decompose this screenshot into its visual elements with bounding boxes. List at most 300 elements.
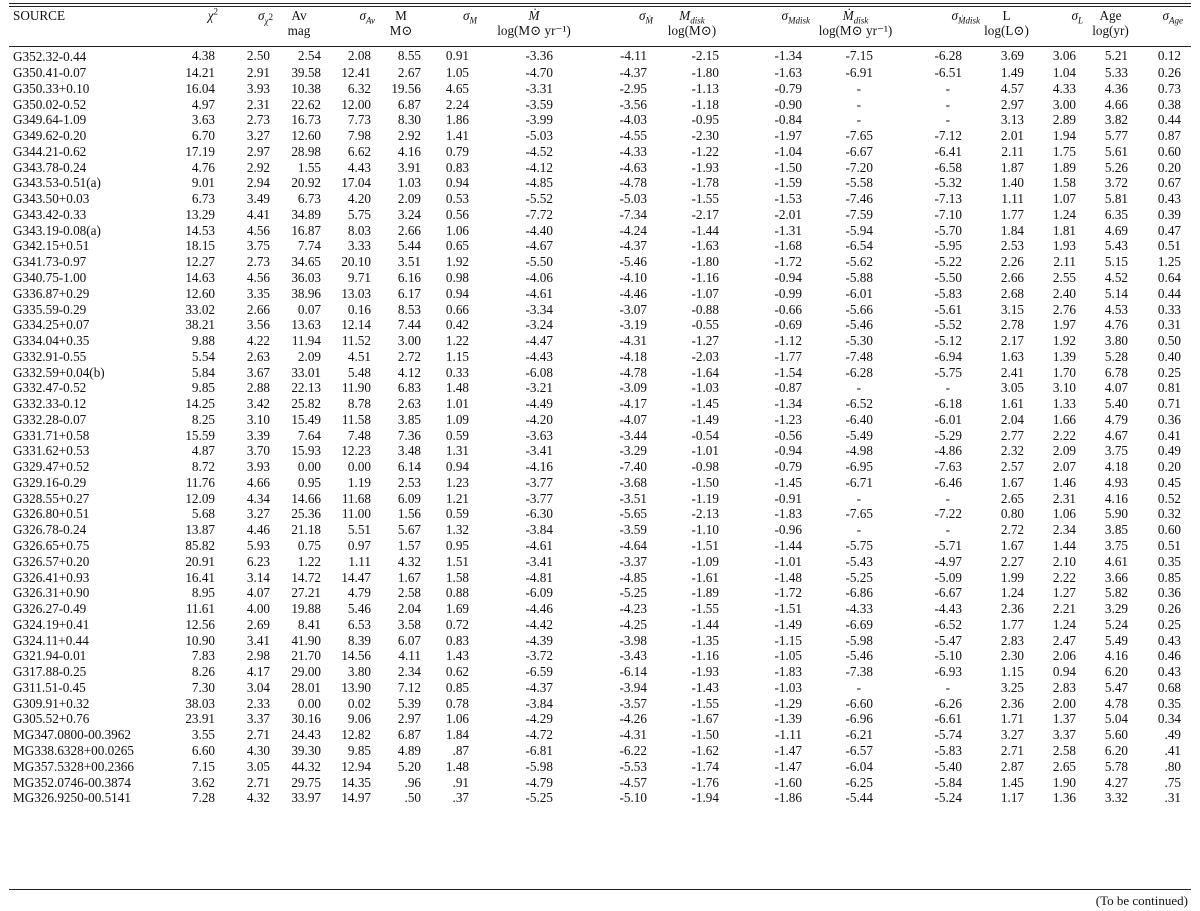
cell-av: 14.72 xyxy=(291,569,321,585)
cell-luminosity: 2.17 xyxy=(1000,333,1024,349)
cell-source: G350.02-0.52 xyxy=(13,96,87,112)
cell-chi2: 12.27 xyxy=(185,254,215,270)
cell-sigma-mass: 0.53 xyxy=(445,191,469,207)
cell-mass: 1.03 xyxy=(397,175,421,191)
cell-sigma-age: 0.43 xyxy=(1157,664,1181,680)
cell-mdot: -4.47 xyxy=(525,333,553,349)
cell-sigma-av: 1.19 xyxy=(347,474,371,490)
cell-sigma-mass: 0.33 xyxy=(445,364,469,380)
cell-source: G329.47+0.52 xyxy=(13,459,90,475)
cell-mdot-disk: -5.44 xyxy=(845,790,873,806)
cell-sigma-mass: 0.62 xyxy=(445,664,469,680)
cell-av: 27.21 xyxy=(291,585,321,601)
cell-mass: 6.83 xyxy=(397,380,421,396)
cell-mdisk: -1.18 xyxy=(691,96,719,112)
col-header-sigma-mdot-disk: $\sigma_{Ṁdisk}$ xyxy=(951,8,980,26)
cell-sigma-av: 1.11 xyxy=(348,553,371,569)
cell-mdisk: -1.89 xyxy=(691,585,719,601)
cell-sigma-age: 0.44 xyxy=(1157,112,1181,128)
cell-sigma-mdisk: -1.50 xyxy=(774,159,802,175)
cell-chi2: 33.02 xyxy=(185,301,215,317)
table-row xyxy=(9,47,1191,65)
table-row xyxy=(9,144,1191,160)
cell-av: 25.82 xyxy=(291,396,321,412)
cell-luminosity: 1.24 xyxy=(1000,585,1024,601)
cell-source: G352.32-0.44 xyxy=(13,49,87,65)
cell-sigma-age: 0.36 xyxy=(1157,411,1181,427)
cell-mdot-disk: -5.98 xyxy=(845,632,873,648)
cell-sigma-mdot: -4.07 xyxy=(619,411,647,427)
cell-source: G309.91+0.32 xyxy=(13,695,90,711)
cell-sigma-mdisk: -0.99 xyxy=(774,285,802,301)
cell-mdot: -4.46 xyxy=(525,601,553,617)
cell-age: 6.78 xyxy=(1104,364,1128,380)
cell-luminosity: 3.25 xyxy=(1000,679,1024,695)
cell-sigma-av: 8.39 xyxy=(347,632,371,648)
table-row xyxy=(9,207,1191,223)
cell-sigma-chi2: 4.00 xyxy=(246,601,270,617)
cell-sigma-mdot: -3.51 xyxy=(619,490,647,506)
table-row xyxy=(9,727,1191,743)
cell-mdisk: -1.51 xyxy=(691,538,719,554)
cell-sigma-chi2: 2.73 xyxy=(246,112,270,128)
cell-sigma-age: 0.26 xyxy=(1157,65,1181,81)
cell-sigma-mdot-disk: -7.22 xyxy=(934,506,962,522)
cell-sigma-mdisk: -0.94 xyxy=(774,270,802,285)
cell-mdot: -5.03 xyxy=(525,128,553,144)
cell-sigma-luminosity: 4.33 xyxy=(1052,80,1076,96)
cell-sigma-luminosity: 2.07 xyxy=(1052,459,1076,475)
cell-sigma-luminosity: 1.81 xyxy=(1052,222,1076,238)
col-header-mdot: Ṁ log(M⊙ yr⁻¹) xyxy=(497,8,571,38)
cell-chi2: 6.70 xyxy=(191,128,215,144)
cell-sigma-mdisk: -1.83 xyxy=(774,664,802,680)
cell-sigma-age: 0.51 xyxy=(1157,538,1181,554)
cell-sigma-age: 0.35 xyxy=(1157,695,1181,711)
cell-age: 4.16 xyxy=(1104,648,1128,664)
table-row xyxy=(9,364,1191,380)
cell-source: G326.65+0.75 xyxy=(13,538,90,554)
cell-sigma-mdot-disk: -6.26 xyxy=(934,695,962,711)
cell-sigma-luminosity: 2.34 xyxy=(1052,522,1076,538)
cell-source: MG326.9250-00.5141 xyxy=(13,790,131,806)
cell-chi2: 7.15 xyxy=(191,758,215,774)
cell-sigma-av: 0.97 xyxy=(347,538,371,554)
cell-mdot-disk: -6.21 xyxy=(845,727,873,743)
cell-luminosity: 1.99 xyxy=(1000,569,1024,585)
cell-luminosity: 1.61 xyxy=(1000,396,1024,412)
cell-mass: 2.34 xyxy=(397,664,421,680)
table-row xyxy=(9,412,1191,428)
cell-av: 44.32 xyxy=(291,758,321,774)
cell-mdot: -4.61 xyxy=(525,538,553,554)
cell-mdot: -7.72 xyxy=(525,206,553,222)
cell-mdot-disk: -7.20 xyxy=(845,159,873,175)
cell-sigma-age: 0.32 xyxy=(1157,506,1181,522)
cell-sigma-av: 6.32 xyxy=(347,80,371,96)
cell-sigma-mdot: -4.24 xyxy=(619,222,647,238)
cell-sigma-chi2: 5.93 xyxy=(246,538,270,554)
cell-source: G331.71+0.58 xyxy=(13,427,90,443)
cell-mass: 6.09 xyxy=(397,490,421,506)
cell-mass: 2.67 xyxy=(397,65,421,81)
cell-sigma-mass: 1.51 xyxy=(445,553,469,569)
cell-sigma-mass: 1.92 xyxy=(445,254,469,270)
cell-sigma-luminosity: 3.10 xyxy=(1052,380,1076,396)
cell-mdot-disk: - xyxy=(856,380,861,396)
cell-av: 41.90 xyxy=(291,632,321,648)
cell-luminosity: 2.36 xyxy=(1000,601,1024,617)
cell-sigma-luminosity: 2.22 xyxy=(1052,569,1076,585)
cell-age: 5.81 xyxy=(1104,191,1128,207)
cell-mass: 3.48 xyxy=(397,443,421,459)
cell-mdisk: -0.55 xyxy=(691,317,719,333)
cell-age: 4.18 xyxy=(1104,459,1128,475)
cell-age: 4.93 xyxy=(1104,474,1128,490)
cell-av: 2.09 xyxy=(297,348,321,364)
cell-age: 5.26 xyxy=(1104,159,1128,175)
cell-sigma-luminosity: 1.07 xyxy=(1052,191,1076,207)
cell-mass: 2.09 xyxy=(397,191,421,207)
cell-sigma-av: 12.14 xyxy=(341,317,371,333)
cell-mdisk: -1.27 xyxy=(691,333,719,349)
cell-mdot: -6.08 xyxy=(525,364,553,380)
cell-mass: 5.39 xyxy=(397,695,421,711)
table-row xyxy=(9,333,1191,349)
cell-chi2: 12.09 xyxy=(185,490,215,506)
cell-mdot-disk: - xyxy=(856,96,861,112)
table-row xyxy=(9,317,1191,333)
cell-av: 36.03 xyxy=(291,270,321,285)
cell-sigma-mass: 0.85 xyxy=(445,679,469,695)
cell-chi2: 8.25 xyxy=(191,411,215,427)
cell-age: 5.60 xyxy=(1104,727,1128,743)
cell-sigma-age: .75 xyxy=(1164,774,1181,790)
cell-luminosity: 2.83 xyxy=(1000,632,1024,648)
table-row xyxy=(9,159,1191,175)
cell-sigma-age: 0.20 xyxy=(1157,459,1181,475)
cell-av: 7.74 xyxy=(297,238,321,254)
cell-sigma-luminosity: 3.00 xyxy=(1052,96,1076,112)
col-header-mdot-disk: Ṁ$_{disk}$ log(M⊙ yr⁻¹) xyxy=(818,8,893,38)
cell-mass: 7.44 xyxy=(397,317,421,333)
cell-source: G350.41-0.07 xyxy=(13,65,87,81)
cell-sigma-mdot-disk: -5.61 xyxy=(934,301,962,317)
cell-sigma-chi2: 2.97 xyxy=(246,143,270,159)
cell-chi2: 6.60 xyxy=(191,742,215,758)
cell-mdot: -4.37 xyxy=(525,679,553,695)
cell-sigma-age: 0.67 xyxy=(1157,175,1181,191)
cell-source: G326.31+0.90 xyxy=(13,585,90,601)
table-row xyxy=(9,695,1191,711)
cell-age: 4.76 xyxy=(1104,317,1128,333)
cell-av: 0.00 xyxy=(297,459,321,475)
cell-sigma-mdot: -3.57 xyxy=(619,695,647,711)
cell-sigma-chi2: 2.88 xyxy=(246,380,270,396)
cell-sigma-mdisk: -2.01 xyxy=(774,206,802,222)
cell-age: 6.20 xyxy=(1104,742,1128,758)
cell-chi2: 11.76 xyxy=(185,474,215,490)
cell-mdisk: -2.15 xyxy=(691,48,719,64)
cell-age: 5.15 xyxy=(1104,254,1128,270)
cell-sigma-mdot-disk: -5.09 xyxy=(934,569,962,585)
cell-sigma-mdot-disk: -7.12 xyxy=(934,128,962,144)
cell-sigma-mdot-disk: -5.29 xyxy=(934,427,962,443)
col-header-sigma-age: $\sigma_{Age}$ xyxy=(1162,8,1183,26)
cell-mdot-disk: -6.28 xyxy=(845,364,873,380)
cell-mdot-disk: -6.04 xyxy=(845,758,873,774)
cell-sigma-av: 13.90 xyxy=(341,679,371,695)
table-row xyxy=(9,601,1191,617)
cell-sigma-av: 6.53 xyxy=(347,616,371,632)
cell-mdot-disk: -7.48 xyxy=(845,348,873,364)
cell-sigma-mdot-disk: -5.70 xyxy=(934,222,962,238)
cell-sigma-age: 0.73 xyxy=(1157,80,1181,96)
cell-sigma-av: 8.03 xyxy=(347,222,371,238)
cell-sigma-age: 0.64 xyxy=(1157,270,1181,285)
cell-sigma-chi2: 3.27 xyxy=(246,506,270,522)
cell-sigma-chi2: 2.92 xyxy=(246,159,270,175)
cell-mass: 1.67 xyxy=(397,569,421,585)
cell-luminosity: 2.71 xyxy=(1000,742,1024,758)
cell-mass: 4.16 xyxy=(397,143,421,159)
cell-mdisk: -1.45 xyxy=(691,396,719,412)
cell-mdisk: -1.10 xyxy=(691,522,719,538)
cell-sigma-mdot: -5.65 xyxy=(619,506,647,522)
cell-mdot-disk: -5.58 xyxy=(845,175,873,191)
cell-sigma-av: 7.48 xyxy=(347,427,371,443)
cell-sigma-mass: 0.56 xyxy=(445,206,469,222)
cell-chi2: 6.73 xyxy=(191,191,215,207)
cell-luminosity: 1.45 xyxy=(1000,774,1024,790)
cell-sigma-mass: 1.23 xyxy=(445,474,469,490)
cell-age: 5.24 xyxy=(1104,616,1128,632)
col-header-mass: M M⊙ xyxy=(389,8,413,38)
cell-mdisk: -1.43 xyxy=(691,679,719,695)
cell-sigma-luminosity: 1.33 xyxy=(1052,396,1076,412)
cell-source: G326.57+0.20 xyxy=(13,553,90,569)
cell-sigma-mdot-disk: -6.41 xyxy=(934,143,962,159)
table-header-row xyxy=(9,7,1191,47)
cell-chi2: 12.60 xyxy=(185,285,215,301)
cell-mass: 2.04 xyxy=(397,601,421,617)
cell-source: G342.15+0.51 xyxy=(13,238,90,254)
cell-sigma-mass: 0.78 xyxy=(445,695,469,711)
cell-mdisk: -2.30 xyxy=(691,128,719,144)
table-row xyxy=(9,490,1191,506)
cell-mass: 4.11 xyxy=(398,648,421,664)
cell-av: 20.92 xyxy=(291,175,321,191)
cell-chi2: 3.55 xyxy=(191,727,215,743)
cell-sigma-mdot: -4.10 xyxy=(619,270,647,285)
cell-sigma-age: 0.87 xyxy=(1157,128,1181,144)
cell-sigma-mdisk: -1.12 xyxy=(774,333,802,349)
cell-sigma-luminosity: 2.40 xyxy=(1052,285,1076,301)
cell-sigma-luminosity: 2.00 xyxy=(1052,695,1076,711)
cell-mdot-disk: - xyxy=(856,522,861,538)
cell-luminosity: 1.17 xyxy=(1000,790,1024,806)
cell-mdot: -3.59 xyxy=(525,96,553,112)
table-row xyxy=(9,459,1191,475)
cell-sigma-age: 0.46 xyxy=(1157,648,1181,664)
cell-sigma-mass: 1.01 xyxy=(445,396,469,412)
cell-mass: 6.16 xyxy=(397,270,421,285)
cell-sigma-mass: 1.58 xyxy=(445,569,469,585)
cell-sigma-mass: 1.32 xyxy=(445,522,469,538)
cell-source: G305.52+0.76 xyxy=(13,711,90,727)
cell-mdot-disk: - xyxy=(856,112,861,128)
cell-sigma-av: 11.68 xyxy=(341,490,371,506)
cell-sigma-av: 3.33 xyxy=(347,238,371,254)
cell-av: 28.01 xyxy=(291,679,321,695)
cell-mass: 2.66 xyxy=(397,222,421,238)
cell-sigma-mdisk: -1.34 xyxy=(774,396,802,412)
cell-sigma-chi2: 3.04 xyxy=(246,679,270,695)
cell-sigma-mdisk: -0.94 xyxy=(774,443,802,459)
cell-luminosity: 1.67 xyxy=(1000,538,1024,554)
cell-chi2: 14.21 xyxy=(185,65,215,81)
cell-mdot: -4.81 xyxy=(525,569,553,585)
cell-sigma-mass: 1.84 xyxy=(445,727,469,743)
cell-sigma-av: 0.16 xyxy=(347,301,371,317)
cell-sigma-mdot: -4.85 xyxy=(619,569,647,585)
cell-sigma-mdot-disk: -5.12 xyxy=(934,333,962,349)
cell-av: 21.18 xyxy=(291,522,321,538)
cell-sigma-luminosity: 1.93 xyxy=(1052,238,1076,254)
cell-sigma-mdot: -4.37 xyxy=(619,238,647,254)
cell-sigma-chi2: 4.41 xyxy=(246,206,270,222)
cell-sigma-mdot-disk: -5.84 xyxy=(934,774,962,790)
cell-source: G343.19-0.08(a) xyxy=(13,222,101,238)
cell-age: 3.66 xyxy=(1104,569,1128,585)
cell-mdot: -4.52 xyxy=(525,143,553,159)
cell-sigma-mdot-disk: -5.52 xyxy=(934,317,962,333)
cell-av: 0.07 xyxy=(297,301,321,317)
cell-mdisk: -1.19 xyxy=(691,490,719,506)
cell-av: 0.75 xyxy=(297,538,321,554)
cell-sigma-mdot-disk: -6.28 xyxy=(934,48,962,64)
cell-chi2: 18.15 xyxy=(185,238,215,254)
cell-sigma-mdot-disk: -4.86 xyxy=(934,443,962,459)
cell-age: 5.90 xyxy=(1104,506,1128,522)
cell-sigma-av: 11.52 xyxy=(341,333,371,349)
cell-sigma-mdot-disk: -6.94 xyxy=(934,348,962,364)
cell-av: 10.38 xyxy=(291,80,321,96)
cell-sigma-av: 12.41 xyxy=(341,65,371,81)
cell-luminosity: 1.40 xyxy=(1000,175,1024,191)
cell-source: G332.91-0.55 xyxy=(13,348,87,364)
cell-sigma-luminosity: 1.44 xyxy=(1052,538,1076,554)
cell-sigma-mdisk: -1.45 xyxy=(774,474,802,490)
cell-age: 4.69 xyxy=(1104,222,1128,238)
cell-chi2: 5.68 xyxy=(191,506,215,522)
cell-sigma-av: 5.46 xyxy=(347,601,371,617)
cell-sigma-mdisk: -1.04 xyxy=(774,143,802,159)
cell-av: 22.62 xyxy=(291,96,321,112)
cell-sigma-mdot-disk: -5.24 xyxy=(934,790,962,806)
cell-chi2: 14.25 xyxy=(185,396,215,412)
cell-sigma-mass: 1.48 xyxy=(445,380,469,396)
cell-sigma-chi2: 2.71 xyxy=(246,727,270,743)
cell-sigma-mass: 1.15 xyxy=(445,348,469,364)
cell-sigma-age: 0.50 xyxy=(1157,333,1181,349)
cell-sigma-age: .49 xyxy=(1164,727,1181,743)
cell-luminosity: 2.26 xyxy=(1000,254,1024,270)
cell-mdisk: -0.98 xyxy=(691,459,719,475)
cell-av: 39.58 xyxy=(291,65,321,81)
cell-sigma-age: 0.12 xyxy=(1157,48,1181,64)
cell-chi2: 9.01 xyxy=(191,175,215,191)
table-row xyxy=(9,711,1191,727)
cell-sigma-age: 0.52 xyxy=(1157,490,1181,506)
cell-mdisk: -1.80 xyxy=(691,254,719,270)
cell-sigma-mass: 1.06 xyxy=(445,711,469,727)
cell-sigma-mdot: -5.03 xyxy=(619,191,647,207)
cell-mdot: -4.29 xyxy=(525,711,553,727)
cell-luminosity: 2.87 xyxy=(1000,758,1024,774)
cell-sigma-mdisk: -1.83 xyxy=(774,506,802,522)
cell-sigma-mdisk: -1.54 xyxy=(774,364,802,380)
cell-sigma-age: .31 xyxy=(1164,790,1181,806)
cell-age: 4.66 xyxy=(1104,96,1128,112)
cell-mdot-disk: -4.33 xyxy=(845,601,873,617)
cell-source: G349.62-0.20 xyxy=(13,128,87,144)
cell-luminosity: 4.57 xyxy=(1000,80,1024,96)
cell-sigma-luminosity: 2.55 xyxy=(1052,270,1076,285)
cell-mdot: -4.40 xyxy=(525,222,553,238)
cell-mass: .96 xyxy=(404,774,421,790)
cell-mdot: -4.79 xyxy=(525,774,553,790)
cell-luminosity: 1.71 xyxy=(1000,711,1024,727)
cell-mdot: -4.42 xyxy=(525,616,553,632)
cell-source: G335.59-0.29 xyxy=(13,301,87,317)
cell-sigma-mdisk: -1.48 xyxy=(774,569,802,585)
cell-av: 8.41 xyxy=(297,616,321,632)
cell-mass: 6.07 xyxy=(397,632,421,648)
cell-mass: 1.56 xyxy=(397,506,421,522)
cell-av: 29.75 xyxy=(291,774,321,790)
cell-mdot: -4.49 xyxy=(525,396,553,412)
cell-sigma-age: 0.49 xyxy=(1157,443,1181,459)
cell-sigma-mdot-disk: - xyxy=(945,80,950,96)
cell-sigma-mdisk: -1.86 xyxy=(774,790,802,806)
cell-chi2: 7.28 xyxy=(191,790,215,806)
cell-mdot-disk: -5.94 xyxy=(845,222,873,238)
cell-sigma-luminosity: 1.66 xyxy=(1052,411,1076,427)
cell-luminosity: 1.49 xyxy=(1000,65,1024,81)
cell-age: 5.82 xyxy=(1104,585,1128,601)
cell-mdot: -3.77 xyxy=(525,490,553,506)
cell-sigma-luminosity: 1.75 xyxy=(1052,143,1076,159)
cell-mdisk: -1.76 xyxy=(691,774,719,790)
cell-sigma-chi2: 2.31 xyxy=(246,96,270,112)
cell-sigma-mdot-disk: - xyxy=(945,380,950,396)
cell-sigma-av: 14.56 xyxy=(341,648,371,664)
cell-sigma-mdisk: -1.77 xyxy=(774,348,802,364)
table-row xyxy=(9,238,1191,254)
cell-sigma-chi2: 3.41 xyxy=(246,632,270,648)
cell-sigma-mass: 0.59 xyxy=(445,506,469,522)
cell-av: 16.73 xyxy=(291,112,321,128)
cell-luminosity: 2.30 xyxy=(1000,648,1024,664)
cell-mdisk: -1.74 xyxy=(691,758,719,774)
cell-mdisk: -1.93 xyxy=(691,664,719,680)
cell-sigma-age: .80 xyxy=(1164,758,1181,774)
cell-chi2: 7.30 xyxy=(191,679,215,695)
cell-sigma-chi2: 2.71 xyxy=(246,774,270,790)
cell-chi2: 4.97 xyxy=(191,96,215,112)
cell-sigma-av: 11.00 xyxy=(341,506,371,522)
